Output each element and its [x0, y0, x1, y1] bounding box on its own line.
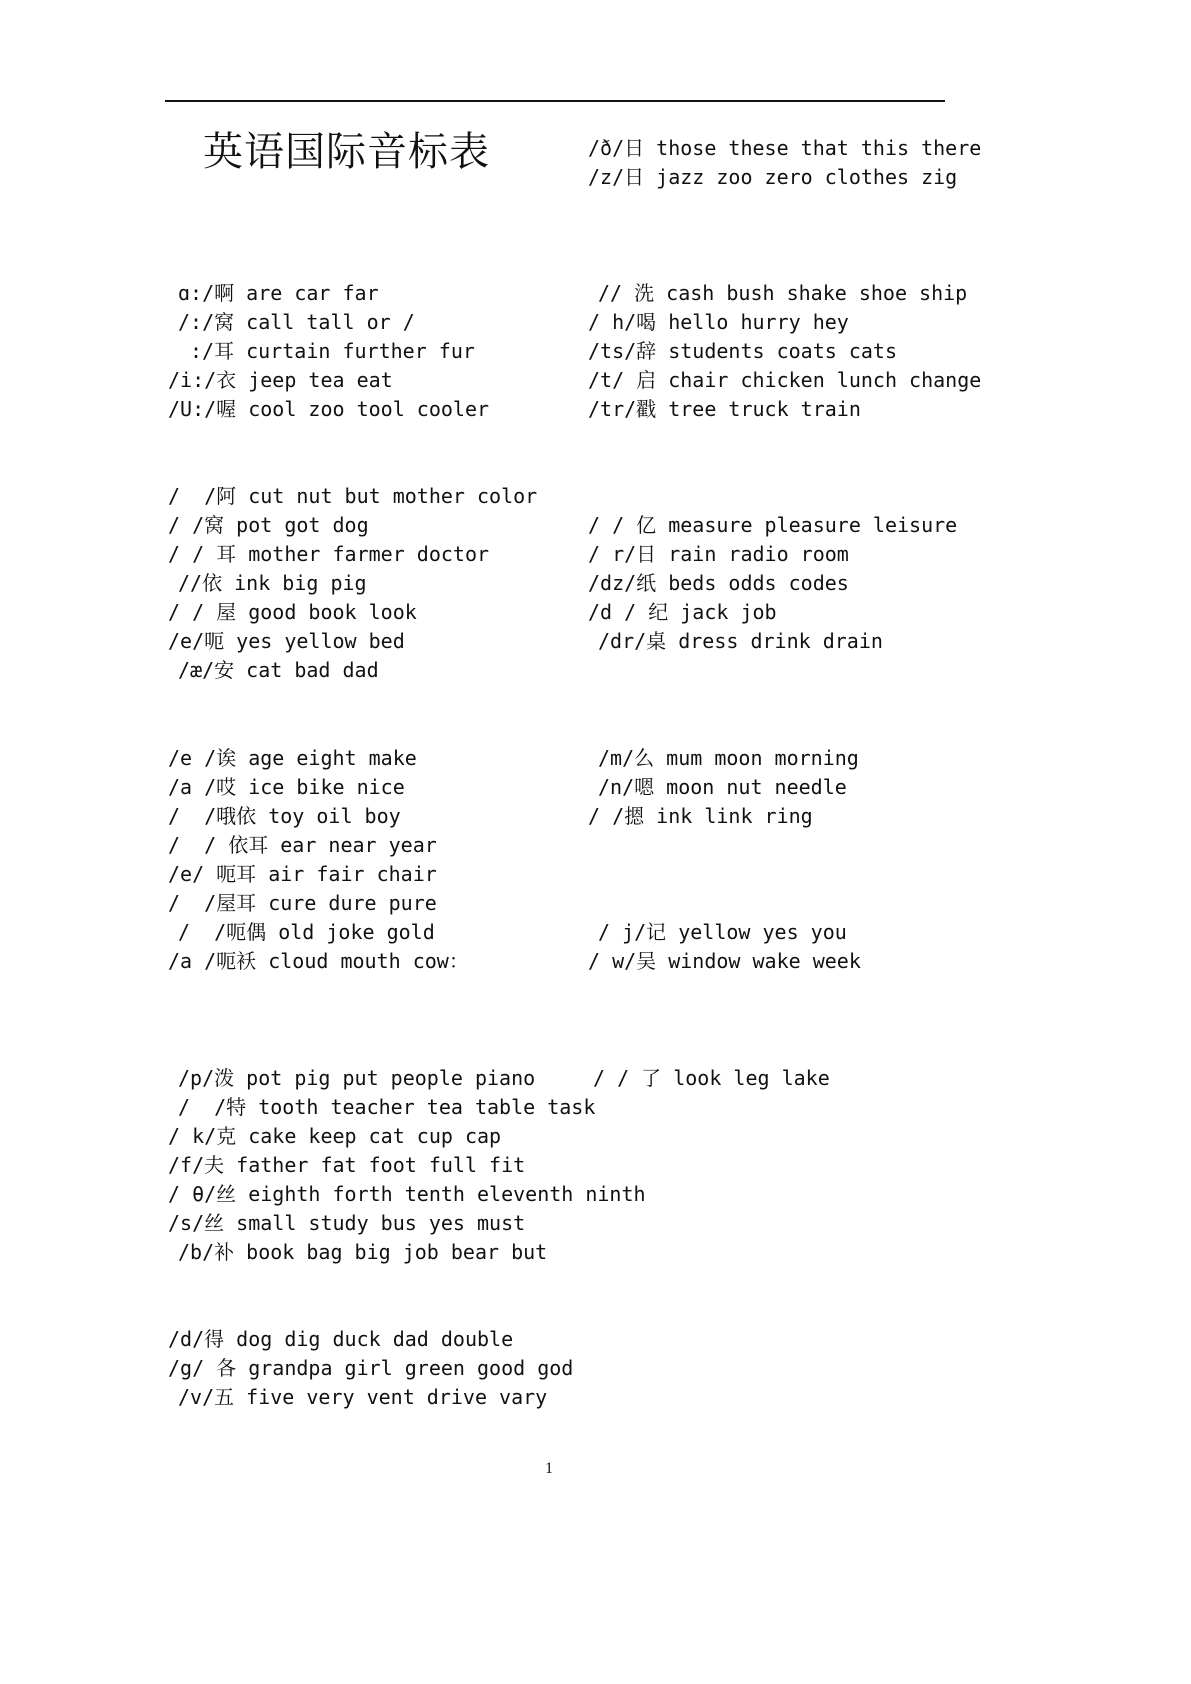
right-phonetic-line: / r/日 rain radio room	[588, 542, 849, 566]
right-phonetic-line: // 洗 cash bush shake shoe ship	[598, 281, 968, 305]
left-phonetic-line: :/耳 curtain further fur	[190, 339, 475, 363]
left-phonetic-line: /f/夫 father fat foot full fit	[168, 1153, 526, 1177]
right-phonetic-line: /t/ 启 chair chicken lunch change	[588, 368, 982, 392]
left-phonetic-line: /U:/喔 cool zoo tool cooler	[168, 397, 490, 421]
left-phonetic-line: /æ/安 cat bad dad	[178, 658, 379, 682]
header-right-line: /ð/日 those these that this there	[588, 136, 982, 160]
left-phonetic-line: / /屋耳 cure dure pure	[168, 891, 437, 915]
left-phonetic-line: /g/ 各 grandpa girl green good god	[168, 1356, 574, 1380]
left-phonetic-line: /e/呃 yes yellow bed	[168, 629, 405, 653]
left-phonetic-line: /a /哎 ice bike nice	[168, 775, 405, 799]
left-phonetic-line: / θ/丝 eighth forth tenth eleventh ninth	[168, 1182, 646, 1206]
left-phonetic-line: / / 依耳 ear near year	[168, 833, 437, 857]
left-phonetic-line: ɑ:/啊 are car far	[178, 281, 379, 305]
left-phonetic-line: /e/ 呃耳 air fair chair	[168, 862, 437, 886]
left-phonetic-line: /p/泼 pot pig put people piano	[178, 1066, 536, 1090]
left-phonetic-line: / /阿 cut nut but mother color	[168, 484, 538, 508]
right-phonetic-line: /tr/戳 tree truck train	[588, 397, 861, 421]
left-phonetic-line: / /呃偶 old joke gold	[178, 920, 435, 944]
right-phonetic-line: / /摁 ink link ring	[588, 804, 813, 828]
left-phonetic-line: / /窝 pot got dog	[168, 513, 369, 537]
page-title: 英语国际音标表	[203, 129, 490, 175]
left-phonetic-line: /i:/衣 jeep tea eat	[168, 368, 393, 392]
left-phonetic-line: /b/补 book bag big job bear but	[178, 1240, 548, 1264]
left-phonetic-line: / /特 tooth teacher tea table task	[178, 1095, 596, 1119]
right-phonetic-line: /m/么 mum moon morning	[598, 746, 859, 770]
header-right-line: /z/日 jazz zoo zero clothes zig	[588, 165, 958, 189]
left-phonetic-line: //依 ink big pig	[178, 571, 367, 595]
left-phonetic-line: /e /诶 age eight make	[168, 746, 417, 770]
right-phonetic-line: / w/吴 window wake week	[588, 949, 861, 973]
left-phonetic-line: /v/五 five very vent drive vary	[178, 1385, 548, 1409]
right-phonetic-line: /d / 纪 jack job	[588, 600, 777, 624]
left-phonetic-line: /:/窝 call tall or /	[178, 310, 415, 334]
right-phonetic-line: /dr/桌 dress drink drain	[598, 629, 883, 653]
left-phonetic-line: / / 耳 mother farmer doctor	[168, 542, 490, 566]
right-phonetic-line: /n/嗯 moon nut needle	[598, 775, 847, 799]
right-phonetic-line: /dz/纸 beds odds codes	[588, 571, 849, 595]
right-phonetic-line: / j/记 yellow yes you	[598, 920, 847, 944]
right-phonetic-line: /ts/辞 students coats cats	[588, 339, 897, 363]
page-number: 1	[545, 1460, 553, 1477]
right-phonetic-line: / / 了 look leg lake	[593, 1066, 830, 1090]
header-rule	[165, 100, 945, 102]
left-phonetic-line: /d/得 dog dig duck dad double	[168, 1327, 514, 1351]
left-phonetic-line: / / 屋 good book look	[168, 600, 417, 624]
left-phonetic-line: / /哦依 toy oil boy	[168, 804, 401, 828]
left-phonetic-line: /s/丝 small study bus yes must	[168, 1211, 526, 1235]
left-phonetic-line: / k/克 cake keep cat cup cap	[168, 1124, 502, 1148]
right-phonetic-line: / h/喝 hello hurry hey	[588, 310, 849, 334]
left-phonetic-line: /a /呃袄 cloud mouth cow：	[168, 949, 469, 973]
right-phonetic-line: / / 亿 measure pleasure leisure	[588, 513, 958, 537]
